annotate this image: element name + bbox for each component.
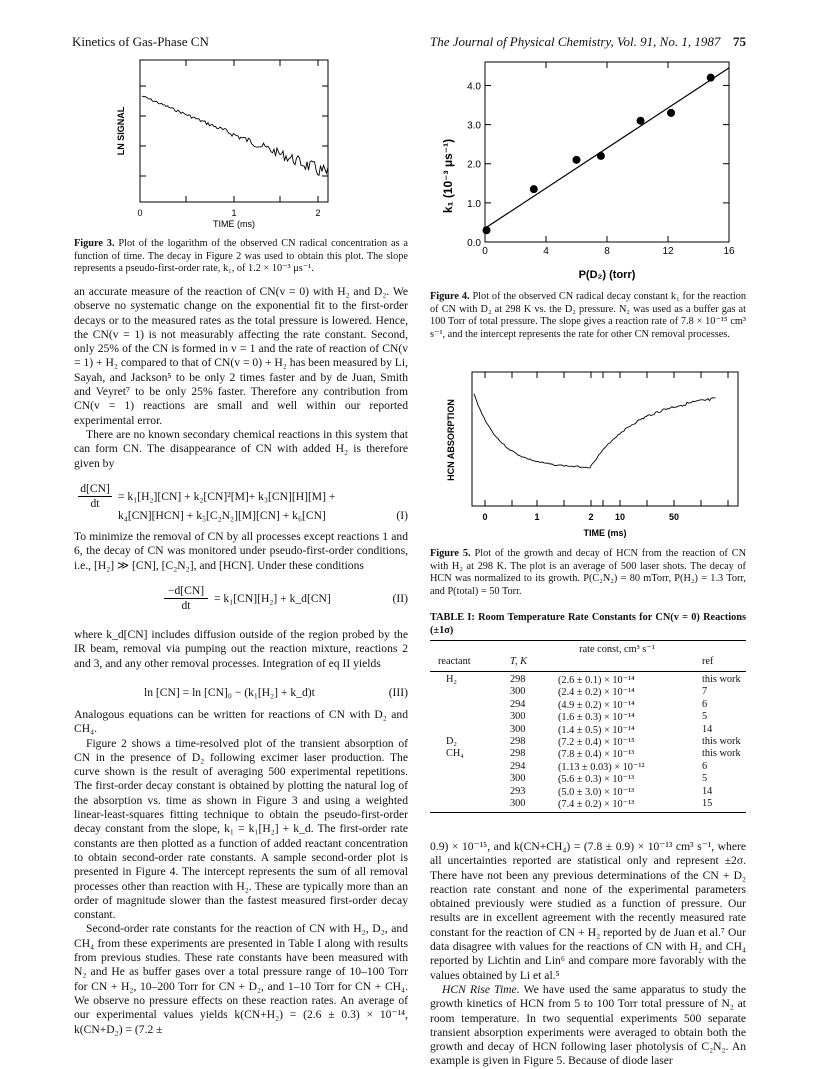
left-paragraph-2: There are no known secondary chemical reactions in this system that can form CN. The disappearance of CN with added H₂ is therefore given by <box>74 427 408 470</box>
figure5-caption-label: Figure 5. <box>430 548 471 559</box>
figure5-plot <box>440 370 750 544</box>
table1-cell: 6 <box>702 698 708 710</box>
eq2-denominator: dt <box>181 599 191 612</box>
table1-cell: (7.8 ± 0.4) × 10⁻¹³ <box>558 749 635 761</box>
figure5-xtick-3: 10 <box>614 512 626 522</box>
figure4-data-point <box>667 109 675 117</box>
eq1-line1: = k₁[H₂][CN] + k₂[CN]²[M]+ k₃[CN][H][M] + <box>118 490 336 503</box>
figure5-xtick-0: 0 <box>482 512 488 522</box>
figure5-xtick-4: 50 <box>668 512 680 522</box>
equation-2 <box>74 584 408 620</box>
figure4-ytick-label: 0.0 <box>467 238 481 249</box>
table1-header-temp: T, K <box>510 656 527 667</box>
figure3-caption <box>74 238 408 276</box>
figure4-xtick-label: 16 <box>723 246 735 257</box>
table1-row <box>430 686 746 698</box>
figure4-ytick-label: 1.0 <box>467 198 481 210</box>
table1-cell: H₂ <box>446 674 458 685</box>
figure3-caption-label: Figure 3. <box>74 238 115 249</box>
figure4-chart <box>430 56 740 286</box>
table1-cell: D₂ <box>446 736 458 747</box>
page-number: 75 <box>733 34 746 49</box>
table1-cell: this work <box>702 748 741 760</box>
figure4-data-point <box>707 74 715 82</box>
table1-cell: (1.4 ± 0.5) × 10⁻¹⁴ <box>558 724 635 736</box>
figure4-caption <box>430 291 746 341</box>
table1-cell: 14 <box>702 785 713 797</box>
figure4-fit-line <box>485 68 729 228</box>
figure5-xtick-2: 2 <box>588 512 594 522</box>
table1-cell: (4.9 ± 0.2) × 10⁻¹⁴ <box>558 699 635 711</box>
eq2-numerator: −d[CN] <box>164 584 208 599</box>
table1-cell: 294 <box>510 698 526 710</box>
eq3-body: ln [CN] = ln [CN]₀ − (k₁[H₂] + k_d)t <box>144 686 315 699</box>
right-paragraph-2: We have used the same apparatus to study the growth kinetics of HCN from 5 to 100 Torr total pressure of N₂ at room temperature. In two sequential experiments 500 separate transient absorption experiments were averaged to obtain both the growth and decay of HCN following laser photolysis of C₂N₂. An example is given in Figure 5. Because of diode laser <box>430 982 746 1068</box>
figure4-ylabel: k₁ (10⁻³ μs⁻¹) <box>441 138 455 214</box>
left-column-bottom <box>74 708 408 1037</box>
table1-cell: 15 <box>702 798 713 809</box>
figure4-data-point <box>637 117 645 125</box>
table1-body <box>430 672 746 813</box>
left-paragraph-5: Analogous equations can be written for reactions of CN with D₂ and CH₄. <box>74 708 408 736</box>
figure4-ytick-label: 3.0 <box>467 120 481 132</box>
table1-cell: (2.6 ± 0.1) × 10⁻¹⁴ <box>558 675 635 686</box>
figure4-data-point <box>530 185 538 193</box>
table1-cell: 298 <box>510 748 526 760</box>
figure4-ytick-label: 2.0 <box>467 159 481 171</box>
left-column-top <box>74 285 408 471</box>
figure3-xlabel: TIME (ms) <box>213 219 255 229</box>
table1-cell: 300 <box>510 798 526 809</box>
figure5-caption-text: Plot of the growth and decay of HCN from the reaction of CN with H₂ at 298 K. The plot is an average of 500 laser shots. The decay of HCN was normalized to its growth. P(C₂N₂) = 80 mTorr, P(H₂) = 1.3 Torr, and P(total) = 50 Torr. <box>430 548 747 597</box>
table1-header-reactant: reactant <box>438 656 471 667</box>
table1-header-ref: ref <box>702 656 714 667</box>
right-paragraph-1: 0.9) × 10⁻¹⁵, and k(CN+CH₄) = (7.8 ± 0.9) × 10⁻¹³ cm³ s⁻¹, where all uncertainties reported are statistical only and represent ±2σ. There have not been any previous determinations of the CN + D₂ reaction rate constant and none of the experimental parameters obtained previously were studied as a function of pressure. Our results are in excellent agreement with the recently measured rate constant for the reaction of CN + H₂ reported by de Juan et al.⁷ Our data disagree with values for the reactions of CN with H₂ and CH₄ reported by Lichtin and Lin⁶ and compare more favorably with the values obtained by Li et al.⁵ <box>430 840 746 982</box>
table1-header-rate: rate const, cm³ s⁻¹ <box>579 644 655 655</box>
table1-row <box>430 724 746 736</box>
figure4-caption-label: Figure 4. <box>430 291 470 302</box>
table1-cell: 300 <box>510 711 526 723</box>
table1-cell: (5.6 ± 0.3) × 10⁻¹³ <box>558 774 635 786</box>
figure4-xlabel: P(D₂) (torr) <box>578 269 636 281</box>
table1-row <box>430 711 746 723</box>
figure5-caption <box>430 548 746 598</box>
figure3-xtick-2: 2 <box>315 208 321 218</box>
table1-cell: 293 <box>510 785 526 797</box>
table1-cell: 298 <box>510 736 526 747</box>
eq2-label: (II) <box>392 592 408 605</box>
equation-3 <box>74 686 408 702</box>
table1-row <box>430 773 746 785</box>
table1-cell: (1.13 ± 0.03) × 10⁻¹² <box>558 761 645 773</box>
table1-cell: (7.2 ± 0.4) × 10⁻¹⁵ <box>558 737 635 748</box>
figure3-xtick-1: 1 <box>231 208 237 218</box>
table1-cell: this work <box>702 674 741 685</box>
table1-cell: 6 <box>702 760 708 772</box>
left-paragraph-4: where k_d[CN] includes diffusion outside of the region probed by the IR beam, removal via pumping out the reaction mixture, reactions 2 and 3, and any other removal processes. Integration of eq II yields <box>74 628 408 670</box>
left-paragraph-3: To minimize the removal of CN by all processes except reactions 1 and 6, the decay of CN was monitored under pseudo-first-order conditions, i.e., [H₂] ≫ [CN], [C₂N₂], and [HCN]. Under these conditions <box>74 530 408 572</box>
figure5-xlabel: TIME (ms) <box>583 528 627 538</box>
eq1-numerator: d[CN] <box>78 482 112 497</box>
table1-cell: 300 <box>510 686 526 698</box>
figure3-decay-trace <box>142 96 328 175</box>
table1-cell: (1.6 ± 0.3) × 10⁻¹⁴ <box>558 712 635 724</box>
figure4-xtick-label: 12 <box>662 246 674 257</box>
left-paragraph-6: Figure 2 shows a time-resolved plot of the transient absorption of CN in the presence of D₂ following excimer laser production. The curve shown is the result of averaging 500 experimental repetitions. The first-order decay constant is obtained by plotting the natural log of the absorption vs. time as shown in Figure 3 and using a weighted linear-least-squares fitting technique to obtain the pseudo-first-order decay constant from the slope, k₁ = k₁[H₂] + k_d. The first-order rate constants are then plotted as a function of added reactant concentration to obtain second-order rate constants. A sample second-order plot is presented in Figure 4. The intercept represents the sum of all removal processes other than reaction with H₂. These are typically more than an order of magnitude slower than the fastest measured first-order decay constant. <box>74 736 408 922</box>
right-paragraph-2-heading: HCN Rise Time. <box>442 982 520 996</box>
table1-cell: 14 <box>702 723 713 735</box>
table1-cell: (5.0 ± 3.0) × 10⁻¹³ <box>558 786 635 798</box>
figure4-data-point <box>597 152 605 160</box>
figure5-ylabel: HCN ABSORPTION <box>446 399 456 481</box>
table1-cell: 5 <box>702 711 708 723</box>
table1-cell: 300 <box>510 773 526 785</box>
table1 <box>430 640 746 813</box>
table1-cell: 300 <box>510 723 526 735</box>
equation-1 <box>74 482 408 526</box>
eq3-label: (III) <box>388 686 408 699</box>
table1-row <box>430 798 746 810</box>
table1-header <box>430 640 746 672</box>
figure5-hcn-trace <box>474 394 716 468</box>
figure4-ytick-label: 4.0 <box>467 81 481 93</box>
table1-row <box>430 786 746 798</box>
figure4-data-point <box>573 156 581 164</box>
eq1-denominator: dt <box>90 497 100 510</box>
table1-cell: this work <box>702 736 741 747</box>
table1-cell: (7.4 ± 0.2) × 10⁻¹³ <box>558 799 635 810</box>
table1-cell: 294 <box>510 760 526 772</box>
figure5-xtick-1: 1 <box>534 512 540 522</box>
table1-row <box>430 748 746 760</box>
figure4-xtick-label: 0 <box>482 246 488 257</box>
running-head-right: The Journal of Physical Chemistry, Vol. 91, No. 1, 1987 <box>430 34 721 49</box>
table1-cell: 7 <box>702 686 708 698</box>
table1-cell: (2.4 ± 0.2) × 10⁻¹⁴ <box>558 687 635 699</box>
left-paragraph-1: an accurate measure of the reaction of CN(v = 0) with H₂ and D₂. We observe no systematic change on the exponential fit to the first-order decays or to the measured rates as the total pressure is lowered. Hence, the CN(v = 1) is not measurably affecting the rate constant. Second, only 25% of the CN is formed in v = 1 and the rate of reaction of CN(v = 1) + H₂ compared to that of CN(v = 0) + H₂ has been measured by Li, Sayah, and Jackson⁵ to be only 2 times faster and by de Juan, Smith and Veyret⁷ to be only 25% faster. Therefore any contribution from CN(v = 1) reactions are small and well within our reported experimental error. <box>74 285 408 427</box>
eq1-label: (I) <box>396 509 408 522</box>
table1-row <box>430 674 746 686</box>
table1-row <box>430 761 746 773</box>
table1-row <box>430 699 746 711</box>
eq2-rhs: = k₁[CN][H₂] + k_d[CN] <box>214 592 331 605</box>
figure4-data-point <box>483 226 491 234</box>
figure3-ylabel: LN SIGNAL <box>116 106 126 156</box>
figure4-caption-text: Plot of the observed CN radical decay constant k₁ for the reaction of CN with D₂ at 298 K vs. the D₂ pressure. N₂ was used as a buffer gas at 100 Torr of total pressure. The slope gives a reaction rate of 7.8 × 10⁻¹⁵ cm³ s⁻¹, and the intercept represents the rate for other CN removal processes. <box>430 291 747 340</box>
table1-row <box>430 736 746 748</box>
table1-title: TABLE I: Room Temperature Rate Constants for CN(v = 0) Reactions (±1σ) <box>430 612 746 636</box>
figure3-plot <box>100 56 350 234</box>
eq1-line2: k₄[CN][HCN] + k₅[C₂N₂][M][CN] + k₆[CN] <box>118 509 326 522</box>
table1-cell: CH₄ <box>446 748 464 760</box>
left-paragraph-7: Second-order rate constants for the reaction of CN with H₂, D₂, and CH₄ from these experiments are presented in Table I along with results from previous studies. These rate constants have been measured with N₂ and He as buffer gases over a total pressure range of 10–100 Torr for CN + H₂, 10–200 Torr for CN + D₂, and 1–10 Torr for CN + CH₄. We observe no pressure effects on these reaction rates. An average of our experimental values yields k(CN+H₂) = (2.6 ± 0.3) × 10⁻¹⁴, k(CN+D₂) = (7.2 ± <box>74 922 408 1036</box>
figure3-xtick-0: 0 <box>137 208 143 218</box>
right-column-text <box>430 840 746 1069</box>
figure4-xtick-label: 4 <box>543 246 549 257</box>
table1-cell: 298 <box>510 674 526 685</box>
figure3-caption-text: Plot of the logarithm of the observed CN radical concentration as a function of time. The decay in Figure 2 was used to obtain this plot. The slope represents a pseudo-first-order rate, k₁, of 1.2 × 10⁻³ μs⁻¹. <box>74 238 408 275</box>
table1-cell: 5 <box>702 773 708 785</box>
running-head-left: Kinetics of Gas-Phase CN <box>72 34 209 49</box>
figure4-xtick-label: 8 <box>604 246 610 257</box>
